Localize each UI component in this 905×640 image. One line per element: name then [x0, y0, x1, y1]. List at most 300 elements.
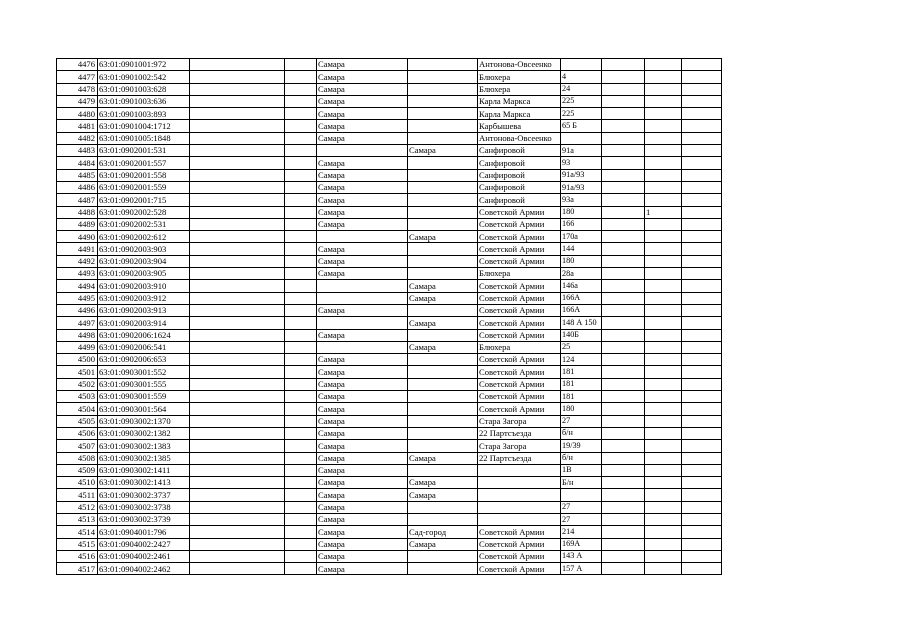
- city-cell: Самара: [317, 415, 408, 427]
- row-number-cell: 4479: [57, 95, 98, 107]
- row-number-cell: 4492: [57, 255, 98, 267]
- table-row: [57, 132, 722, 144]
- extra-value-cell: [645, 132, 682, 144]
- empty-cell: [190, 120, 285, 132]
- house-number-cell: 27: [561, 501, 602, 513]
- city-cell: Самара: [317, 255, 408, 267]
- empty-cell: [285, 391, 317, 403]
- empty-cell: [190, 231, 285, 243]
- cadastral-number-cell: 63:01:0902003:904: [98, 255, 190, 267]
- city-cell: Самара: [317, 440, 408, 452]
- empty-cell: [602, 243, 645, 255]
- empty-cell: [285, 513, 317, 525]
- empty-cell: [602, 83, 645, 95]
- empty-cell: [190, 366, 285, 378]
- house-number-cell: 181: [561, 366, 602, 378]
- row-number-cell: 4476: [57, 59, 98, 71]
- table-row: [57, 403, 722, 415]
- empty-cell: [682, 132, 722, 144]
- house-number-cell: 1В: [561, 464, 602, 476]
- empty-cell: [602, 231, 645, 243]
- row-number-cell: 4486: [57, 181, 98, 193]
- cadastral-number-cell: 63:01:0901001:972: [98, 59, 190, 71]
- cadastral-number-cell: 63:01:0903002:1413: [98, 477, 190, 489]
- empty-cell: [682, 145, 722, 157]
- table-row: [57, 231, 722, 243]
- extra-value-cell: [645, 427, 682, 439]
- empty-cell: [190, 194, 285, 206]
- row-number-cell: 4483: [57, 145, 98, 157]
- empty-cell: [190, 255, 285, 267]
- locality-cell: [408, 268, 478, 280]
- locality-cell: [408, 501, 478, 513]
- street-cell: Антонова-Овсеенко: [478, 59, 561, 71]
- empty-cell: [602, 132, 645, 144]
- locality-cell: [408, 157, 478, 169]
- table-row: [57, 280, 722, 292]
- table-row: [57, 477, 722, 489]
- locality-cell: [408, 378, 478, 390]
- cadastral-number-cell: 63:01:0903002:1383: [98, 440, 190, 452]
- empty-cell: [602, 71, 645, 83]
- cadastral-number-cell: 63:01:0901003:636: [98, 95, 190, 107]
- cadastral-number-cell: 63:01:0902006:541: [98, 341, 190, 353]
- extra-value-cell: [645, 501, 682, 513]
- empty-cell: [602, 550, 645, 562]
- empty-cell: [285, 403, 317, 415]
- locality-cell: [408, 59, 478, 71]
- city-cell: Самара: [317, 120, 408, 132]
- empty-cell: [682, 341, 722, 353]
- row-number-cell: 4500: [57, 354, 98, 366]
- empty-cell: [682, 513, 722, 525]
- extra-value-cell: [645, 378, 682, 390]
- extra-value-cell: [645, 489, 682, 501]
- empty-cell: [602, 95, 645, 107]
- row-number-cell: 4515: [57, 538, 98, 550]
- empty-cell: [682, 317, 722, 329]
- empty-cell: [682, 550, 722, 562]
- cadastral-number-cell: 63:01:0902006:653: [98, 354, 190, 366]
- locality-cell: [408, 108, 478, 120]
- extra-value-cell: [645, 354, 682, 366]
- city-cell: Самара: [317, 218, 408, 230]
- row-number-cell: 4497: [57, 317, 98, 329]
- table-row: [57, 489, 722, 501]
- extra-value-cell: [645, 71, 682, 83]
- house-number-cell: 19/39: [561, 440, 602, 452]
- empty-cell: [285, 366, 317, 378]
- house-number-cell: [561, 489, 602, 501]
- cadastral-number-cell: 63:01:0904001:796: [98, 526, 190, 538]
- city-cell: [317, 231, 408, 243]
- table-row: [57, 550, 722, 562]
- empty-cell: [682, 489, 722, 501]
- row-number-cell: 4507: [57, 440, 98, 452]
- empty-cell: [602, 218, 645, 230]
- locality-cell: [408, 366, 478, 378]
- extra-value-cell: [645, 440, 682, 452]
- empty-cell: [285, 501, 317, 513]
- empty-cell: [682, 268, 722, 280]
- locality-cell: Самара: [408, 452, 478, 464]
- empty-cell: [682, 415, 722, 427]
- empty-cell: [190, 268, 285, 280]
- street-cell: 22 Партсъезда: [478, 427, 561, 439]
- empty-cell: [190, 403, 285, 415]
- empty-cell: [682, 427, 722, 439]
- house-number-cell: 180: [561, 403, 602, 415]
- empty-cell: [682, 440, 722, 452]
- locality-cell: [408, 95, 478, 107]
- empty-cell: [190, 157, 285, 169]
- house-number-cell: 124: [561, 354, 602, 366]
- extra-value-cell: [645, 181, 682, 193]
- extra-value-cell: [645, 108, 682, 120]
- locality-cell: [408, 329, 478, 341]
- city-cell: Самара: [317, 169, 408, 181]
- extra-value-cell: [645, 194, 682, 206]
- house-number-cell: 25: [561, 341, 602, 353]
- extra-value-cell: [645, 304, 682, 316]
- street-cell: 22 Партсъезда: [478, 452, 561, 464]
- house-number-cell: 214: [561, 526, 602, 538]
- empty-cell: [190, 59, 285, 71]
- empty-cell: [602, 354, 645, 366]
- empty-cell: [682, 243, 722, 255]
- row-number-cell: 4513: [57, 513, 98, 525]
- row-number-cell: 4511: [57, 489, 98, 501]
- city-cell: Самара: [317, 157, 408, 169]
- empty-cell: [285, 169, 317, 181]
- table-row: [57, 145, 722, 157]
- row-number-cell: 4485: [57, 169, 98, 181]
- locality-cell: [408, 132, 478, 144]
- row-number-cell: 4480: [57, 108, 98, 120]
- locality-cell: Самара: [408, 538, 478, 550]
- row-number-cell: 4516: [57, 550, 98, 562]
- extra-value-cell: [645, 157, 682, 169]
- street-cell: [478, 513, 561, 525]
- house-number-cell: 144: [561, 243, 602, 255]
- cadastral-number-cell: 63:01:0902002:612: [98, 231, 190, 243]
- empty-cell: [190, 501, 285, 513]
- empty-cell: [190, 329, 285, 341]
- row-number-cell: 4490: [57, 231, 98, 243]
- locality-cell: [408, 71, 478, 83]
- table-body: [57, 59, 722, 575]
- empty-cell: [682, 218, 722, 230]
- row-number-cell: 4503: [57, 391, 98, 403]
- empty-cell: [190, 452, 285, 464]
- empty-cell: [602, 526, 645, 538]
- cadastral-number-cell: 63:01:0902003:914: [98, 317, 190, 329]
- table-row: [57, 83, 722, 95]
- empty-cell: [682, 83, 722, 95]
- street-cell: Санфировой: [478, 145, 561, 157]
- house-number-cell: 180: [561, 255, 602, 267]
- street-cell: Советской Армии: [478, 329, 561, 341]
- city-cell: Самара: [317, 206, 408, 218]
- cadastral-number-cell: 63:01:0902003:913: [98, 304, 190, 316]
- extra-value-cell: 1: [645, 206, 682, 218]
- table-row: [57, 501, 722, 513]
- empty-cell: [285, 206, 317, 218]
- empty-cell: [285, 440, 317, 452]
- empty-cell: [602, 513, 645, 525]
- extra-value-cell: [645, 563, 682, 575]
- locality-cell: [408, 83, 478, 95]
- table-row: [57, 415, 722, 427]
- empty-cell: [285, 243, 317, 255]
- house-number-cell: 140Б: [561, 329, 602, 341]
- table-row: [57, 513, 722, 525]
- house-number-cell: 166А: [561, 292, 602, 304]
- empty-cell: [285, 415, 317, 427]
- cadastral-number-cell: 63:01:0902003:903: [98, 243, 190, 255]
- empty-cell: [285, 329, 317, 341]
- empty-cell: [285, 218, 317, 230]
- street-cell: Советской Армии: [478, 354, 561, 366]
- cadastral-number-cell: 63:01:0901002:542: [98, 71, 190, 83]
- cadastral-number-cell: 63:01:0903002:3738: [98, 501, 190, 513]
- city-cell: Самара: [317, 354, 408, 366]
- empty-cell: [190, 292, 285, 304]
- row-number-cell: 4498: [57, 329, 98, 341]
- cadastral-number-cell: 63:01:0903002:1411: [98, 464, 190, 476]
- empty-cell: [602, 145, 645, 157]
- empty-cell: [602, 255, 645, 267]
- empty-cell: [682, 169, 722, 181]
- cadastral-number-cell: 63:01:0902002:531: [98, 218, 190, 230]
- house-number-cell: 146а: [561, 280, 602, 292]
- house-number-cell: 169А: [561, 538, 602, 550]
- row-number-cell: 4493: [57, 268, 98, 280]
- house-number-cell: 143 А: [561, 550, 602, 562]
- empty-cell: [602, 59, 645, 71]
- empty-cell: [602, 366, 645, 378]
- empty-cell: [285, 231, 317, 243]
- locality-cell: [408, 181, 478, 193]
- empty-cell: [682, 304, 722, 316]
- locality-cell: Самара: [408, 489, 478, 501]
- empty-cell: [682, 501, 722, 513]
- table-row: [57, 378, 722, 390]
- table-row: [57, 59, 722, 71]
- empty-cell: [285, 95, 317, 107]
- cadastral-number-cell: 63:01:0902001:559: [98, 181, 190, 193]
- row-number-cell: 4496: [57, 304, 98, 316]
- table-row: [57, 317, 722, 329]
- city-cell: Самара: [317, 513, 408, 525]
- empty-cell: [285, 354, 317, 366]
- row-number-cell: 4504: [57, 403, 98, 415]
- empty-cell: [682, 563, 722, 575]
- extra-value-cell: [645, 526, 682, 538]
- street-cell: Блюхера: [478, 268, 561, 280]
- empty-cell: [682, 403, 722, 415]
- empty-cell: [190, 550, 285, 562]
- empty-cell: [682, 108, 722, 120]
- table-row: [57, 218, 722, 230]
- empty-cell: [602, 464, 645, 476]
- row-number-cell: 4509: [57, 464, 98, 476]
- street-cell: Блюхера: [478, 83, 561, 95]
- house-number-cell: 225: [561, 108, 602, 120]
- street-cell: Санфировой: [478, 157, 561, 169]
- locality-cell: Самара: [408, 317, 478, 329]
- empty-cell: [602, 280, 645, 292]
- locality-cell: [408, 464, 478, 476]
- city-cell: Самара: [317, 464, 408, 476]
- empty-cell: [602, 440, 645, 452]
- table-row: [57, 427, 722, 439]
- extra-value-cell: [645, 231, 682, 243]
- house-number-cell: 166А: [561, 304, 602, 316]
- empty-cell: [682, 477, 722, 489]
- empty-cell: [190, 145, 285, 157]
- street-cell: Советской Армии: [478, 292, 561, 304]
- locality-cell: [408, 194, 478, 206]
- empty-cell: [190, 341, 285, 353]
- locality-cell: [408, 206, 478, 218]
- data-table: [56, 58, 722, 575]
- empty-cell: [285, 526, 317, 538]
- cadastral-number-cell: 63:01:0902006:1624: [98, 329, 190, 341]
- empty-cell: [285, 477, 317, 489]
- empty-cell: [285, 255, 317, 267]
- empty-cell: [285, 145, 317, 157]
- row-number-cell: 4495: [57, 292, 98, 304]
- city-cell: [317, 280, 408, 292]
- city-cell: Самара: [317, 489, 408, 501]
- empty-cell: [285, 120, 317, 132]
- empty-cell: [602, 427, 645, 439]
- empty-cell: [190, 181, 285, 193]
- empty-cell: [190, 71, 285, 83]
- house-number-cell: 91а/93: [561, 181, 602, 193]
- street-cell: Санфировой: [478, 194, 561, 206]
- empty-cell: [190, 391, 285, 403]
- house-number-cell: б/н: [561, 452, 602, 464]
- table-row: [57, 304, 722, 316]
- cadastral-number-cell: 63:01:0902001:715: [98, 194, 190, 206]
- empty-cell: [682, 59, 722, 71]
- row-number-cell: 4488: [57, 206, 98, 218]
- empty-cell: [190, 354, 285, 366]
- empty-cell: [602, 403, 645, 415]
- table-row: [57, 391, 722, 403]
- cadastral-number-cell: 63:01:0903002:1382: [98, 427, 190, 439]
- empty-cell: [682, 95, 722, 107]
- empty-cell: [602, 452, 645, 464]
- locality-cell: [408, 243, 478, 255]
- city-cell: Самара: [317, 403, 408, 415]
- city-cell: [317, 145, 408, 157]
- empty-cell: [682, 206, 722, 218]
- cadastral-number-cell: 63:01:0901003:628: [98, 83, 190, 95]
- table-row: [57, 329, 722, 341]
- row-number-cell: 4514: [57, 526, 98, 538]
- house-number-cell: 65 Б: [561, 120, 602, 132]
- empty-cell: [190, 317, 285, 329]
- street-cell: Советской Армии: [478, 366, 561, 378]
- extra-value-cell: [645, 513, 682, 525]
- street-cell: Советской Армии: [478, 563, 561, 575]
- empty-cell: [602, 378, 645, 390]
- table-row: [57, 440, 722, 452]
- empty-cell: [602, 120, 645, 132]
- empty-cell: [190, 563, 285, 575]
- locality-cell: Самара: [408, 341, 478, 353]
- street-cell: Советской Армии: [478, 304, 561, 316]
- city-cell: Самара: [317, 526, 408, 538]
- empty-cell: [682, 354, 722, 366]
- street-cell: [478, 477, 561, 489]
- empty-cell: [602, 329, 645, 341]
- city-cell: Самара: [317, 59, 408, 71]
- house-number-cell: 181: [561, 378, 602, 390]
- cadastral-number-cell: 63:01:0903002:3737: [98, 489, 190, 501]
- locality-cell: Самара: [408, 292, 478, 304]
- table-row: [57, 292, 722, 304]
- empty-cell: [602, 169, 645, 181]
- empty-cell: [285, 538, 317, 550]
- empty-cell: [682, 157, 722, 169]
- street-cell: Советской Армии: [478, 280, 561, 292]
- extra-value-cell: [645, 280, 682, 292]
- city-cell: Самара: [317, 268, 408, 280]
- empty-cell: [190, 83, 285, 95]
- row-number-cell: 4517: [57, 563, 98, 575]
- house-number-cell: 91а/93: [561, 169, 602, 181]
- house-number-cell: 166: [561, 218, 602, 230]
- empty-cell: [682, 255, 722, 267]
- empty-cell: [190, 304, 285, 316]
- extra-value-cell: [645, 317, 682, 329]
- house-number-cell: 93а: [561, 194, 602, 206]
- empty-cell: [285, 132, 317, 144]
- house-number-cell: 170а: [561, 231, 602, 243]
- empty-cell: [190, 206, 285, 218]
- street-cell: Советской Армии: [478, 538, 561, 550]
- extra-value-cell: [645, 415, 682, 427]
- locality-cell: Самара: [408, 231, 478, 243]
- empty-cell: [285, 563, 317, 575]
- street-cell: Санфировой: [478, 181, 561, 193]
- row-number-cell: 4499: [57, 341, 98, 353]
- house-number-cell: Б/н: [561, 477, 602, 489]
- house-number-cell: 225: [561, 95, 602, 107]
- empty-cell: [190, 95, 285, 107]
- empty-cell: [602, 477, 645, 489]
- table-row: [57, 452, 722, 464]
- table-row: [57, 538, 722, 550]
- empty-cell: [602, 391, 645, 403]
- table-row: [57, 268, 722, 280]
- empty-cell: [285, 304, 317, 316]
- empty-cell: [285, 59, 317, 71]
- empty-cell: [190, 477, 285, 489]
- empty-cell: [682, 280, 722, 292]
- cadastral-number-cell: 63:01:0904002:2462: [98, 563, 190, 575]
- locality-cell: [408, 440, 478, 452]
- empty-cell: [190, 243, 285, 255]
- cadastral-number-cell: 63:01:0902001:558: [98, 169, 190, 181]
- extra-value-cell: [645, 329, 682, 341]
- table-row: [57, 108, 722, 120]
- house-number-cell: 180: [561, 206, 602, 218]
